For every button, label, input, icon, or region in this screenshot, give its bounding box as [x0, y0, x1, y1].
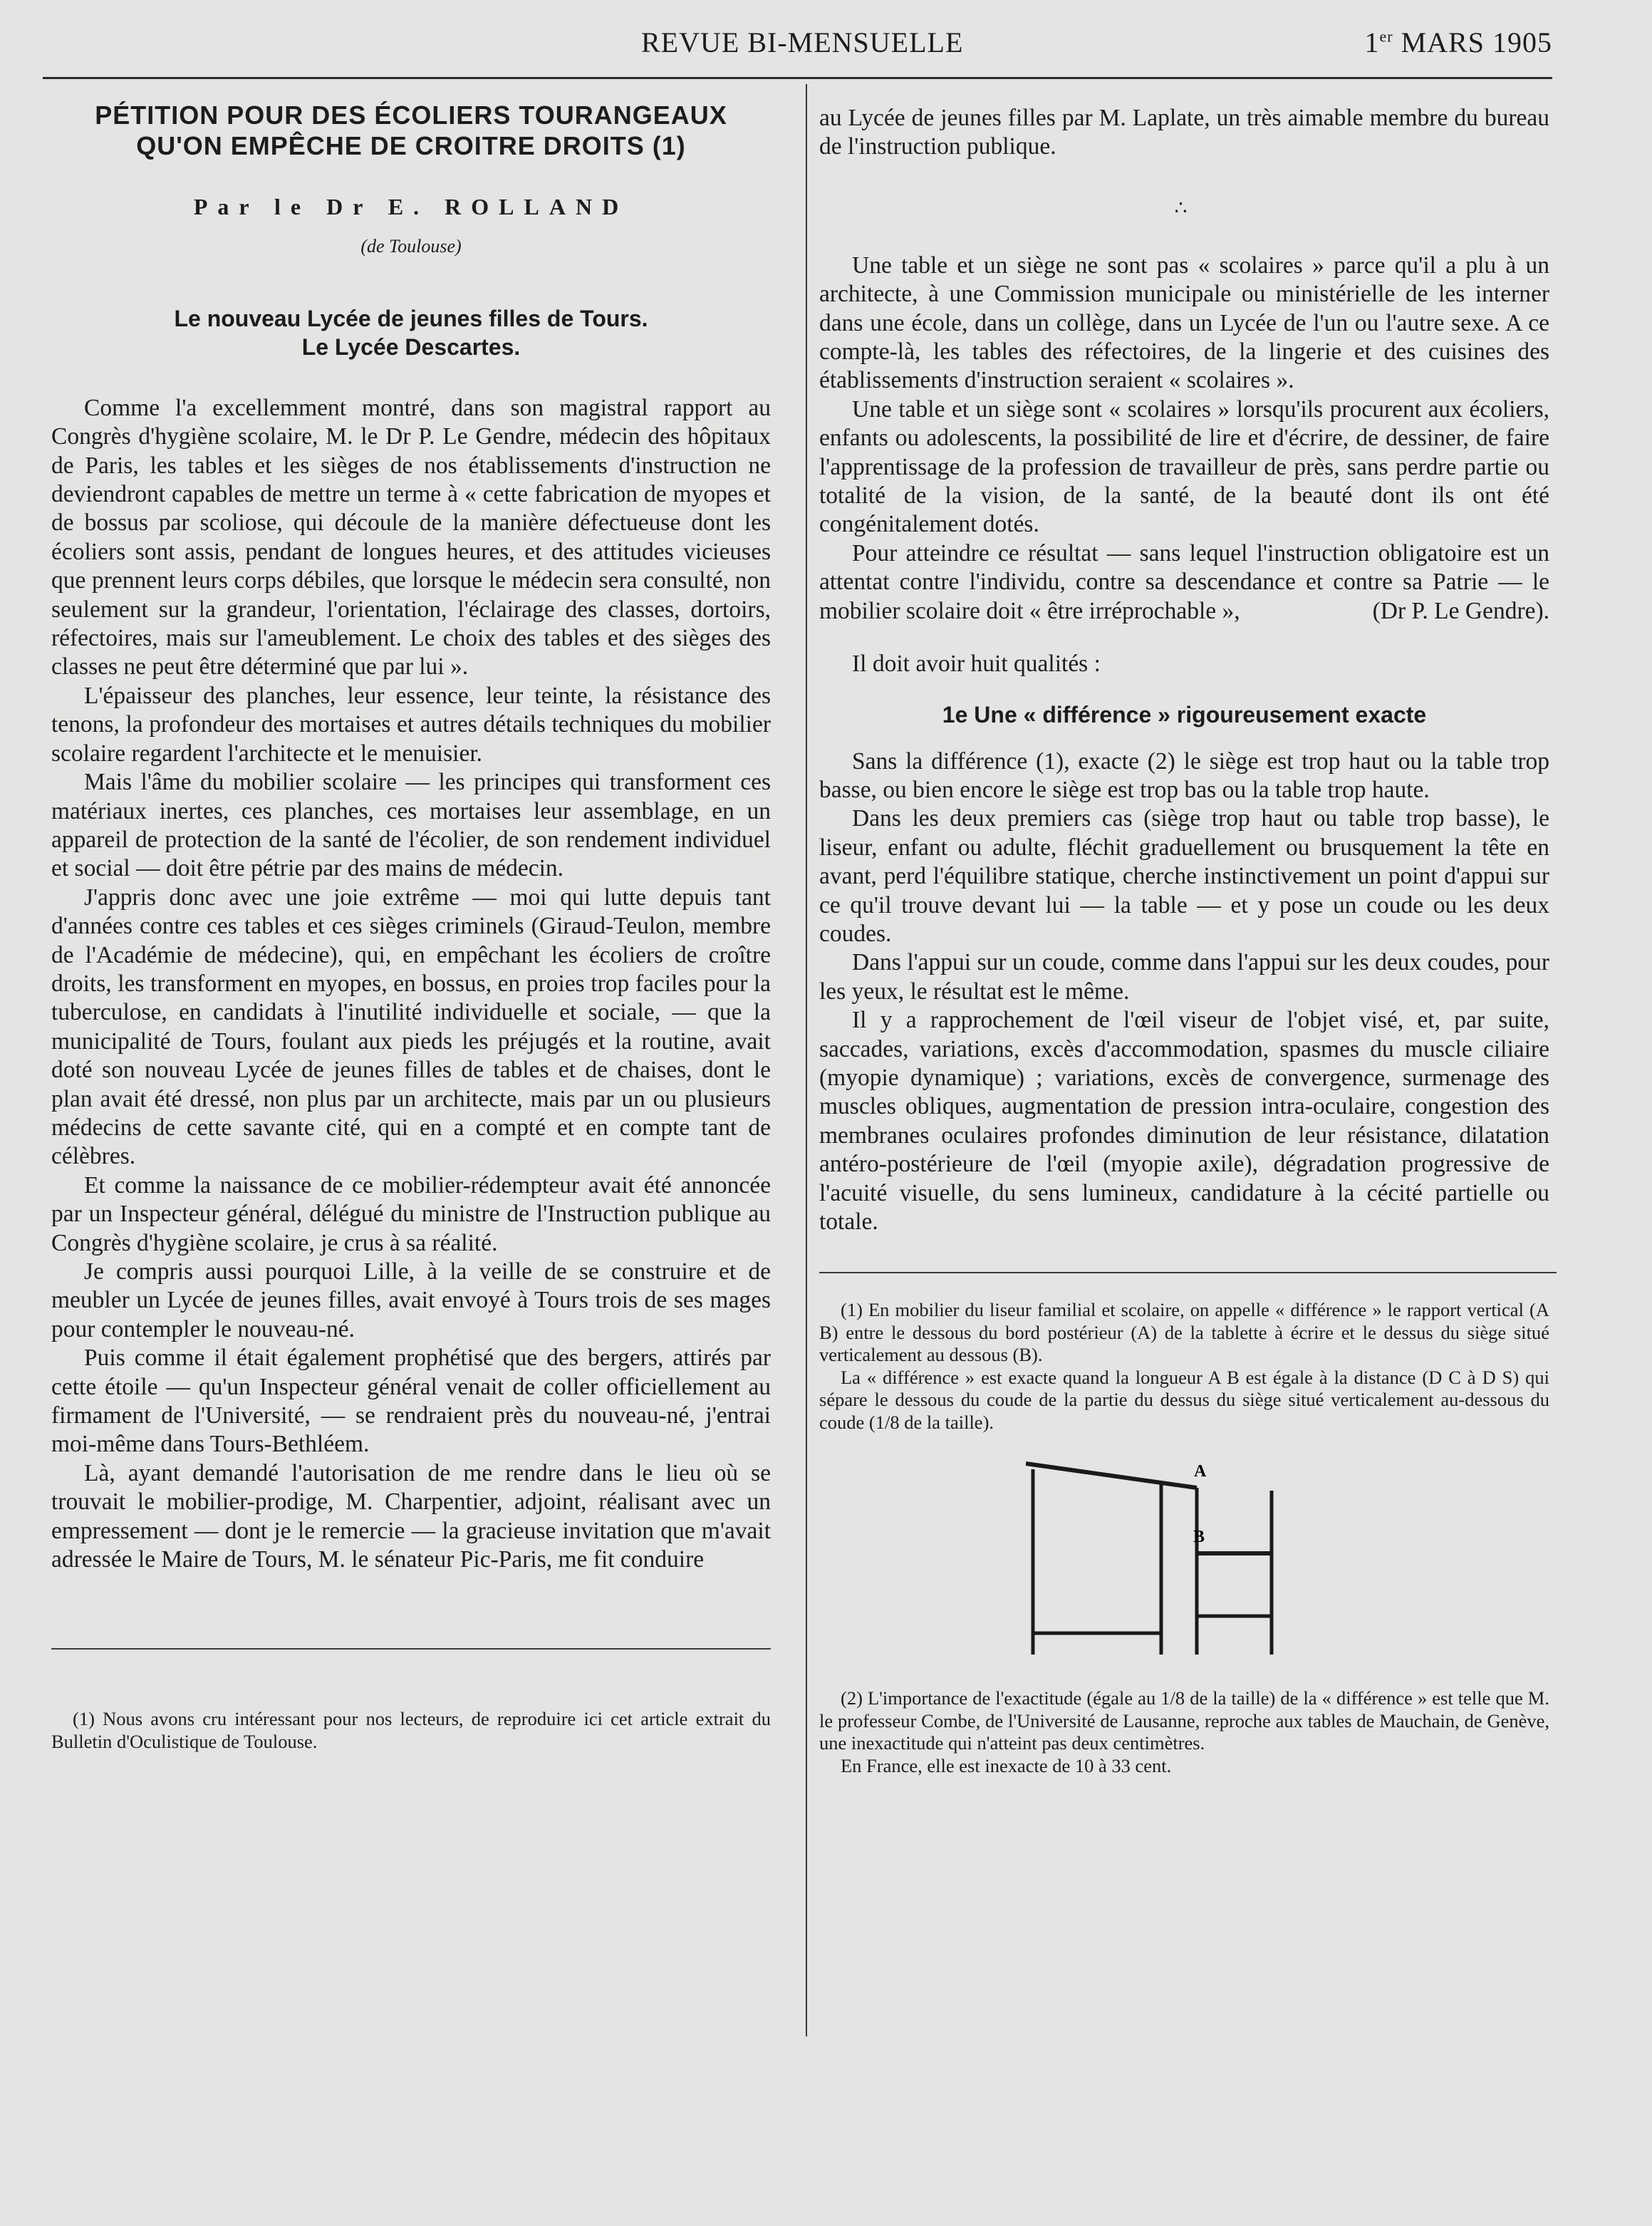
body-paragraph: Il y a rapprochement de l'œil viseur de l'objet visé, et, par suite, saccades, variations, excès d'accommodation, spasmes du muscle ciliaire (myopie dynamique) ; variations, excès de convergence, surmenage des muscles obliques, augmentation de pression intra-oculaire, congestion des membranes oculaires profondes diminution de leur résistance, dilatation antéro-postérieure de l'œil (myopie axile), dégradation progressive de l'acuité visuelle, du sens lumineux, candidature à la cécité partielle ou totale.	[819, 1007, 1549, 1235]
continued-paragraph: au Lycée de jeunes filles par M. Laplate, un très aimable membre du bureau de l'instruction publique.	[819, 105, 1549, 160]
body-paragraph: Mais l'âme du mobilier scolaire — les principes qui transforment ces matériaux inertes, ces planches, ces mortaises leur assemblage, en un appareil de protection de la santé de l'écolier, de son rendement individuel et social — doit être pétrie par des mains de médecin.	[51, 769, 771, 882]
left-column	[51, 100, 771, 1753]
desk-top-line	[1026, 1464, 1197, 1488]
footnote-paragraph: La « différence » est exacte quand la longueur A B est égale à la distance (D C à D S) qui sépare le dessous du coude de la partie du dessus du siège situé verticalement au-dessous du coude (1/8 de la taille).	[819, 1366, 1549, 1433]
asterism-ornament: ∴	[1174, 197, 1195, 219]
footnote-rule-right	[819, 1272, 1557, 1273]
body-paragraph: Une table et un siège sont « scolaires » lorsqu'ils procurent aux écoliers, enfants ou adolescents, la possibilité de lire et d'écrire, de dessiner, de faire l'apprentissage de la profession de travailleur de près, sans perdre partie ou totalité de la vision, de la santé, de la beauté dont ils ont été congénitalement dotés.	[819, 395, 1549, 538]
body-paragraph: Et comme la naissance de ce mobilier-rédempteur avait été annoncée par un Inspecteur général, délégué du ministre de l'Instruction publique au Congrès d'hygiène scolaire, je crus à sa réalité.	[51, 1171, 771, 1256]
footnote-paragraph: En France, elle est inexacte de 10 à 33 cent.	[841, 1754, 1172, 1776]
header-rule	[43, 77, 1552, 79]
column-divider	[806, 84, 807, 2036]
footnote-right-2	[819, 1687, 1549, 1777]
body-paragraph: Une table et un siège ne sont pas « scolaires » parce qu'il a plu à un architecte, à une Commission municipale ou ministérielle de les interner dans une école, dans un collège, dans un Lycée de l'un ou l'autre sexe. A ce compte-là, les tables des réfectoires, de la lingerie et des cuisines des établissements d'instruction seraient « scolaires ».	[819, 252, 1549, 394]
running-head	[50, 26, 1552, 68]
body-paragraph: Puis comme il était également prophétisé que des bergers, attirés par cette étoile — qu'un Inspecteur général venait de coller officiellement au firmament de l'Université, — se rendraient près du nouveau-né, j'entrai moi-même dans Tours-Bethléem.	[51, 1345, 771, 1458]
left-body	[51, 394, 771, 1575]
footnote-paragraph: (1) En mobilier du liseur familial et scolaire, on appelle « différence » le rapport vertical (A B) entre le dessous du bord postérieur (A) de la tablette à écrire et le dessus du siège situé verticalement au dessous (B).	[819, 1299, 1549, 1366]
quote-attribution: (Dr P. Le Gendre).	[1372, 597, 1549, 624]
publication-title: REVUE BI-MENSUELLE	[641, 26, 964, 58]
footnote-paragraph: (2) L'importance de l'exactitude (égale au 1/8 de la taille) de la « différence » est telle que M. le professeur Combe, de l'Université de Lausanne, reproche aux tables de Mauchain, de Genève, une inexactitude qui n'atteint pas deux centimètres.	[819, 1687, 1549, 1754]
qualities-intro: Il doit avoir huit qualités :	[852, 651, 1101, 678]
article-title-line-1: PÉTITION POUR DES ÉCOLIERS TOURANGEAUX	[95, 100, 727, 130]
article-byline: Par le Dr E. ROLLAND	[193, 194, 629, 219]
issue-date: 1er MARS 1905	[1364, 26, 1552, 58]
article-title-line-2: QU'ON EMPÊCHE DE CROITRE DROITS (1)	[136, 131, 686, 160]
footnote-rule	[51, 1648, 771, 1650]
body-paragraph: Là, ayant demandé l'autorisation de me rendre dans le lieu où se trouvait le mobilier-prodige, M. Charpentier, adjoint, réalisant avec un empressement — dont je le remercie — la gracieuse invitation que m'avait adressée le Maire de Tours, M. le sénateur Pic-Paris, me fit conduire	[51, 1459, 771, 1573]
right-body-a	[819, 252, 1549, 539]
author-affiliation: (de Toulouse)	[360, 236, 462, 257]
desk-diagram	[1026, 1455, 1297, 1669]
footnote-text: (1) Nous avons cru intéressant pour nos lecteurs, de reproduire ici cet article extrait du Bulletin d'Oculistique de Toulouse.	[51, 1708, 771, 1752]
label-a: A	[1194, 1462, 1207, 1481]
quote-paragraph: Pour atteindre ce résultat — sans lequel l'instruction obligatoire est un attentat contre l'individu, contre sa descendance et contre sa Patrie — le mobilier scolaire doit « être irréprochable », (Dr P. Le Gendre).	[819, 539, 1549, 626]
body-paragraph: Comme l'a excellemment montré, dans son magistral rapport au Congrès d'hygiène scolaire, M. le Dr P. Le Gendre, médecin des hôpitaux de Paris, les tables et les sièges de nos établissements d'instruction ne deviendront capables de mettre un terme à « cette fabrication de myopes et de bossus par scoliose, qui découle de la manière défectueuse dont les écoliers sont assis, pendant de longues heures, et des attitudes vicieuses que prennent leurs corps débiles, que lorsque le médecin sera consulté, non seulement sur la grandeur, l'orientation, l'éclairage des classes, dortoirs, réfectoires, mais sur l'ameublement. Le choix des tables et des sièges des classes ne peut être déterminé que par lui ».	[51, 394, 771, 680]
section-title-line-2: Le Lycée Descartes.	[301, 333, 521, 360]
body-paragraph: Sans la différence (1), exacte (2) le siège est trop haut ou la table trop basse, ou bien encore le siège est trop bas ou la table trop haute.	[819, 747, 1549, 803]
right-body-b	[819, 747, 1549, 1237]
footnote-left	[51, 1708, 771, 1753]
section-title	[51, 304, 771, 361]
right-column	[819, 104, 1549, 1777]
section-title-line-1: Le nouveau Lycée de jeunes filles de Tours.	[174, 305, 648, 331]
label-b: B	[1193, 1528, 1205, 1547]
body-paragraph: J'appris donc avec une joie extrême — moi qui lutte depuis tant d'années contre ces tables et ces sièges criminels (Giraud-Teulon, membre de l'Académie de médecine), qui, en empêchant les écoliers de croître droits, les transforment en myopes, en bossus, en proies trop faciles pour la tuberculose, en candidats à l'inutilité individuelle et sociale, — que la municipalité de Tours, foulant aux pieds les préjugés et la routine, avait doté son nouveau Lycée de jeunes filles de tables et de chaises, dont le plan avait été dressé, non plus par un architecte, mais par un ou plusieurs médecins de cette savante cité, qui en a compté et en compte tant de célèbres.	[51, 884, 771, 1170]
body-paragraph: L'épaisseur des planches, leur essence, leur teinte, la résistance des tenons, la profondeur des mortaises et autres détails techniques du mobilier scolaire regardent l'architecte et le menuisier.	[51, 682, 771, 767]
body-paragraph: Dans l'appui sur un coude, comme dans l'appui sur les deux coudes, pour les yeux, le résultat est le même.	[819, 949, 1549, 1005]
body-paragraph: Dans les deux premiers cas (siège trop haut ou table trop basse), le liseur, enfant ou adulte, fléchit graduellement ou brusquement la tête en avant, perd l'équilibre statique, cherche instinctivement un point d'appui sur ce qu'il trouve devant lui — la table — et y pose un coude ou les deux coudes.	[819, 805, 1549, 947]
subsection-title: 1e Une « différence » rigoureusement exacte	[942, 701, 1427, 728]
article-title	[66, 100, 757, 161]
footnote-right-1	[819, 1299, 1549, 1434]
body-paragraph: Je compris aussi pourquoi Lille, à la veille de se construire et de meubler un Lycée de jeunes filles, avait envoyé à Tours trois de ses mages pour contempler le nouveau-né.	[51, 1258, 771, 1342]
